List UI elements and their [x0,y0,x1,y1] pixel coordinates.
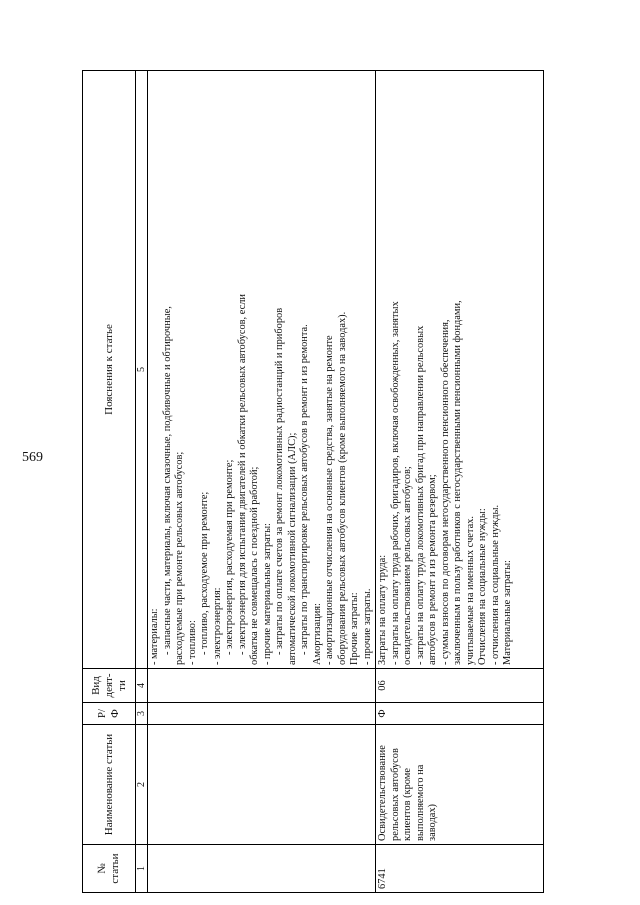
header-rf: Р/Ф [83,703,136,725]
explanation-line: - электроэнергия для испытания двигателей и обкатки рельсовых автобусов, если [236,294,248,655]
explanation-line: - запасные части, материалы, включая смазочные, подбивочные и обтирочные, [161,306,173,655]
explanation-line: - затраты по оплате счетов за ремонт локомотивных радиостанций и приборов [274,307,285,655]
column-number: 2 [136,725,148,845]
cost-items-table [82,70,544,893]
row-rf: Ф [376,703,544,725]
explanation-line: обкатка не совмещалась с поездной работой; [249,466,260,665]
column-number: 1 [136,845,148,893]
explanation-line: - затраты на оплату труда локомотивных бригад при направлении рельсовых [414,325,426,665]
explanation-line: - прочие затраты. [361,588,373,665]
explanation-line: - отчисления на социальные нужды. [489,504,501,665]
header-activity-type: Вид деят-ти [83,669,136,703]
explanation-line: учитываемые на именных счетах. [464,516,476,665]
explanation-line: - затраты на оплату труда рабочих, бригадиров, включая освобожденных, занятых [389,301,401,665]
row-activity-type: 06 [376,669,544,703]
explanation-line: освидетельствованием рельсовых автобусов; [402,466,413,665]
explanation-line: автобусов в ремонт и из ремонта резервом; [427,474,438,665]
explanation-line: - прочие материальные затраты: [261,523,273,665]
explanation-line: - затраты по транспортировке рельсовых автобусов в ремонт и из ремонта. [299,324,310,655]
header-item-number: № статьи [83,845,136,893]
explanation-line: - суммы взносов по договорам негосударственного пенсионного обеспечения, [439,319,451,665]
row-item-name [148,725,376,845]
explanation-line: расходуемые при ремонте рельсовых автобусов; [174,451,185,665]
page-number: 569 [22,450,43,465]
explanation-line: заключенным в пользу работников с негосударственными пенсионными фондами, [452,300,463,665]
explanation-line: автоматической локомотивной сигнализации (АЛС); [286,432,298,665]
explanation-line: Амортизация: [311,603,323,665]
explanation-line: Отчисления на социальные нужды: [477,508,488,665]
explanation-line: - материалы: [149,608,160,665]
column-number: 4 [136,669,148,703]
row-rf [148,703,376,725]
explanation-line: - амортизационные отчисления на основные средства, занятые на ремонте [324,335,335,665]
explanation-line: - топливо, расходуемое при ремонте; [199,491,210,655]
table-header-row [83,71,136,893]
explanation-line: Прочие затраты: [349,592,360,665]
column-number: 5 [136,71,148,669]
rotated-table-container [82,70,582,893]
header-explanations: Пояснения к статье [83,71,136,669]
row-item-number: 6741 [376,845,544,893]
table-row [376,71,544,893]
explanation-line: - электроэнергия: [211,587,223,665]
explanation-line: Материальные затраты: [502,560,513,665]
row-explanation [148,71,376,669]
row-item-number [148,845,376,893]
table-row [148,71,376,893]
explanation-line: - топливо: [186,620,198,665]
explanation-line: - электроэнергия, расходуемая при ремонте; [224,459,235,655]
header-item-name: Наименование статьи [83,725,136,845]
row-explanation [376,71,544,669]
row-activity-type [148,669,376,703]
explanation-line: Затраты на оплату труда: [377,554,388,665]
column-number: 3 [136,703,148,725]
column-number-row [136,71,148,893]
explanation-line: оборудования рельсовых автобусов клиентов (кроме выполняемого на заводах). [336,311,348,665]
row-item-name: Освидетельствование рельсовых автобусов клиентов (кроме выполняемого на заводах) [376,725,544,845]
